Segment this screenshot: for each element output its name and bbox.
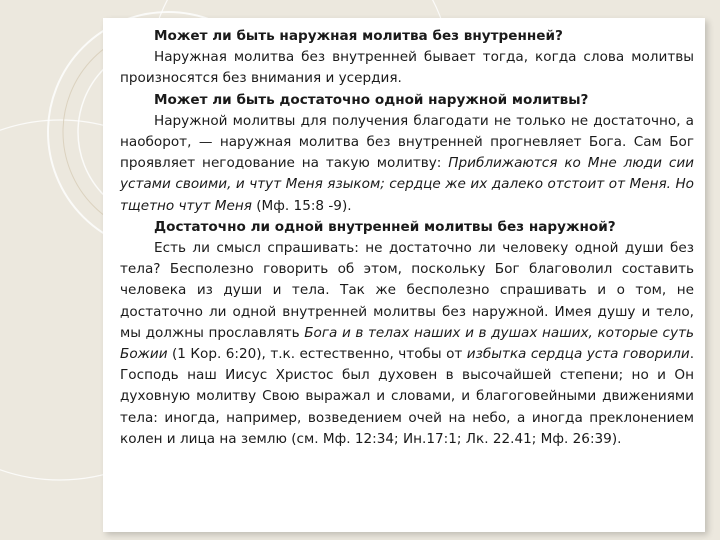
- answer-text: . Господь наш Иисус Христос был духовен в высочайшей степени; но и Он духовную молитву Свою выражал и словами, и благоговейными движениями тела: иногда, например, возведением очей на небо, а иногда преклонением колен и лица на землю (см. Мф. 12:34; Ин.17:1; Лк. 22.41; Мф. 26:39).: [120, 346, 695, 447]
- answer-text: (Мф. 15:8 -9).: [251, 197, 352, 214]
- answer-text: Наружная молитва без внутренней бывает тогда, когда слова молитвы произносятся без внимания и усердия.: [120, 49, 694, 87]
- answer-paragraph: [120, 111, 694, 217]
- text-content: [120, 26, 694, 450]
- question-heading: Достаточно ли одной внутренней молитвы без наружной?: [154, 218, 616, 235]
- answer-text: (1 Кор. 6:20), т.к. естественно, чтобы от: [167, 346, 467, 363]
- answer-text: Наружной молитвы для получения благодати не только не достаточно, а наоборот, — наружная молитва без внутренней прогневляет Бога. Сам Бог проявляет негодование на такую молитву:: [120, 112, 694, 172]
- answer-paragraph: [120, 238, 694, 450]
- scripture-quote: Приближаются ко Мне люди сии устами своими, и чтут Меня языком; сердце же их далеко отстоит от Меня. Но тщетно чтут Меня: [120, 155, 694, 214]
- answer-text: Есть ли смысл спрашивать: не достаточно ли человеку одной души без тела? Бесполезно говорить об этом, поскольку Бог благоволил составить человека из души и тела. Так же бесполезно спрашивать и о том, не достаточно ли одной внутренней молитвы без наружной. Имея душу и тело, мы должны прославлять: [120, 240, 694, 341]
- question-heading: Может ли быть наружная молитва без внутренней?: [154, 28, 563, 44]
- scripture-quote: избытка сердца уста говорили: [466, 346, 690, 363]
- question-heading: Может ли быть достаточно одной наружной молитвы?: [154, 91, 589, 108]
- scripture-quote: Бога и в телах наших и в душах наших, которые суть Божии: [120, 324, 695, 363]
- answer-paragraph: [120, 47, 694, 89]
